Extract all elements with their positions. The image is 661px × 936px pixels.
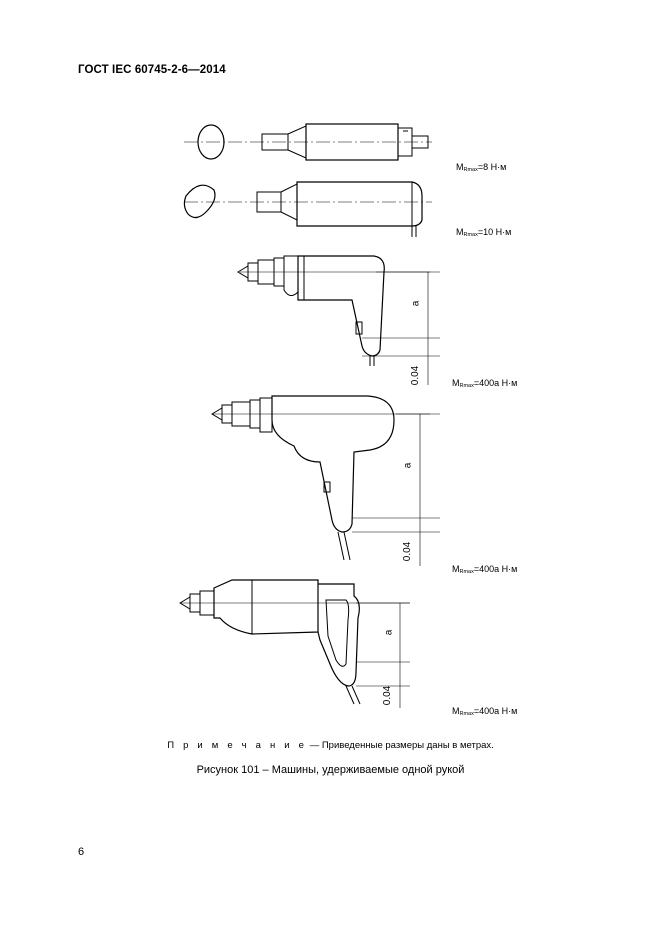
dim-a-tool-3: a: [410, 300, 422, 307]
dim-a-tool-5: a: [383, 629, 395, 636]
dim-offset-tool-3: 0.04: [410, 365, 422, 386]
torque-label-1: $M_{Rmax}=8$ Н·м: [456, 162, 507, 173]
torque-label-4: $M_{Rmax}=400a$ Н·м: [452, 564, 518, 575]
tool-5-drill-d-handle: [180, 580, 410, 708]
figure-caption: Рисунок 101 – Машины, удерживаемые одной рукой: [196, 764, 465, 776]
torque-label-5: $M_{Rmax}=400a$ Н·м: [452, 706, 518, 717]
page-number: 6: [78, 846, 85, 858]
note-label: П р и м е ч а н и е: [167, 740, 308, 751]
torque-label-2: $M_{Rmax}=10$ Н·м: [456, 227, 512, 238]
tool-4-pistol-drill-large: [212, 396, 440, 566]
torque-label-3: $M_{Rmax}=400a$ Н·м: [452, 378, 518, 389]
document-header: ГОСТ IEC 60745-2-6—2014: [78, 64, 226, 76]
dim-offset-tool-5: 0.04: [382, 685, 394, 706]
tool-2-angled-screwdriver: [184, 182, 432, 237]
note-text: — Приведенные размеры даны в метрах.: [307, 740, 494, 751]
figure-note: [0, 740, 661, 751]
dim-offset-tool-4: 0.04: [402, 541, 414, 562]
tool-1-straight-screwdriver: [184, 124, 432, 160]
dim-a-tool-4: a: [402, 462, 414, 469]
